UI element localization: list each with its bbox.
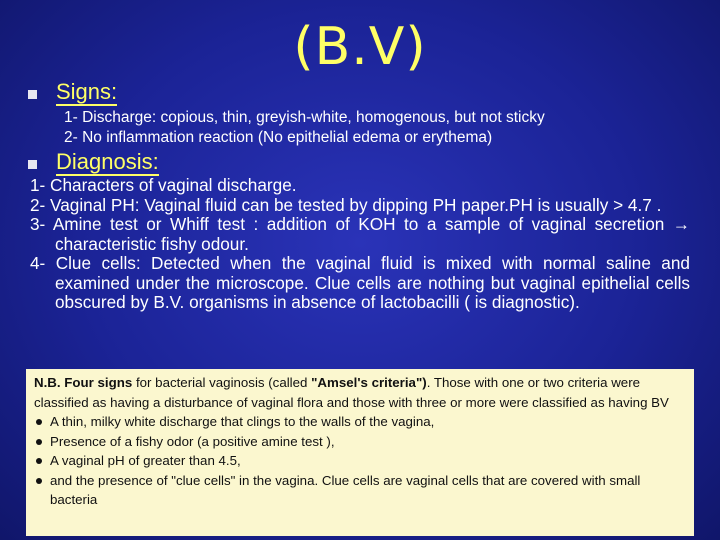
note-bullet-list [34, 412, 686, 510]
signs-bullet-icon [28, 90, 37, 99]
signs-item-2: 2- No inflammation reaction (No epithelial edema or erythema) [64, 129, 493, 146]
note-bullet-3: A vaginal pH of greater than 4.5, [34, 451, 686, 471]
diagnosis-list [30, 176, 690, 313]
note-intro [34, 373, 686, 412]
amsel-criteria-note-box [26, 369, 694, 536]
slide-title: (B.V) [293, 17, 427, 77]
note-bullet-4: and the presence of "clue cells" in the vagina. Clue cells are vaginal cells that are covered with small bacteria [34, 471, 686, 510]
signs-item-1: 1- Discharge: copious, thin, greyish-white, homogenous, but not sticky [64, 109, 545, 126]
diagnosis-item-2: 2- Vaginal PH: Vaginal fluid can be tested by dipping PH paper.PH is usually > 4.7 . [30, 194, 662, 215]
note-intro-text-b: . Those with one or two criteria were classified as having a disturbance of vaginal flora and those with three or more were classified as having BV [34, 375, 669, 410]
diagnosis-bullet-icon [28, 160, 37, 169]
note-bullet-2: Presence of a fishy odor (a positive amine test ), [34, 432, 686, 452]
diagnosis-item-3: 3- Amine test or Whiff test : addition of KOH to a sample of vaginal secretion → characteristic fishy odour. [30, 214, 690, 254]
note-intro-bold: "Amsel's criteria") [311, 375, 427, 390]
signs-heading: Signs: [56, 79, 118, 104]
note-prefix: N.B. Four signs [34, 375, 133, 390]
note-intro-text-a: for bacterial vaginosis (called [132, 375, 312, 390]
diagnosis-item-4: 4- Clue cells: Detected when the vaginal fluid is mixed with normal saline and examined under the microscope. Clue cells are nothing but vaginal epithelial cells obscured by B.V. organisms in absence of lactobacilli ( is diagnostic). [30, 253, 690, 312]
note-bullet-1: A thin, milky white discharge that clings to the walls of the vagina, [34, 412, 686, 432]
diagnosis-heading: Diagnosis: [56, 149, 159, 174]
diagnosis-item-1: 1- Characters of vaginal discharge. [30, 175, 297, 195]
